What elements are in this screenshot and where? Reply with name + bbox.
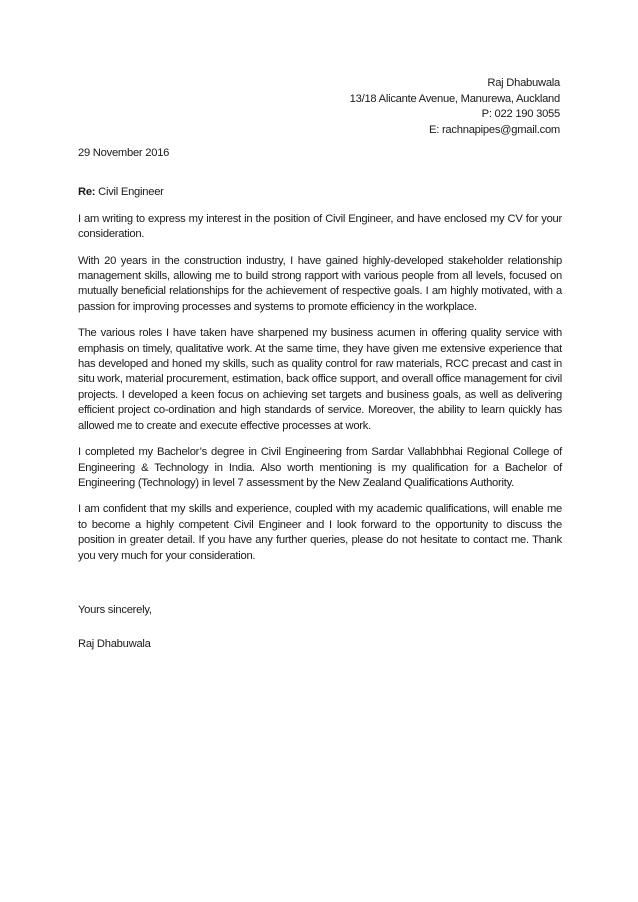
paragraph-closing: I am confident that my skills and experience, coupled with my academic qualifications, will enable me to become a highly competent Civil Engineer and I look forward to the opportunity to discuss the position in greater detail. If you have any further queries, please do not hesitate to contact me. Thank you very much for your consideration. bbox=[78, 503, 562, 562]
sender-address: 13/18 Alicante Avenue, Manurewa, Auckland bbox=[349, 92, 560, 105]
letter-date: 29 November 2016 bbox=[78, 147, 170, 159]
sender-email: E: rachnapipes@gmail.com bbox=[429, 123, 560, 136]
paragraph-experience: With 20 years in the construction industry, I have gained highly-developed stakeholder relationship management skills, allowing me to build strong rapport with various people from all levels, focused on mutually beneficial relationships for the achievement of respective goals. I am highly motivated, with a passion for improving processes and systems to promote efficiency in the workplace. bbox=[78, 254, 562, 313]
paragraph-roles: The various roles I have taken have sharpened my business acumen in offering quality service with emphasis on timely, qualitative work. At the same time, they have given me extensive experience that has developed and honed my skills, such as quality control for raw materials, RCC precast and cast in situ work, material procurement, estimation, back office support, and overall office management for civil projects. I developed a keen focus on achieving set targets and business goals, as well as delivering efficient project co-ordination and high standards of service. Moreover, the ability to learn quickly has allowed me to create and execute effective processes at work. bbox=[78, 327, 562, 432]
subject-label: Re: bbox=[78, 186, 96, 199]
letter-body bbox=[78, 146, 562, 653]
sender-name: Raj Dhabuwala bbox=[487, 77, 560, 89]
closing-salutation: Yours sincerely, bbox=[78, 603, 152, 616]
paragraph-intro: I am writing to express my interest in the position of Civil Engineer, and have enclosed my CV for your consideration. bbox=[78, 212, 562, 241]
paragraph-education: I completed my Bachelor’s degree in Civil Engineering from Sardar Vallabhbhai Regional College of Engineering & Technology in India. Also worth mentioning is my qualification for a Bachelor of Engineering (Technology) in level 7 assessment by the New Zealand Qualifications Authority. bbox=[78, 446, 562, 489]
sender-phone: P: 022 190 3055 bbox=[481, 108, 560, 121]
sender-block bbox=[240, 76, 560, 138]
subject-line bbox=[78, 185, 562, 200]
subject-text: Civil Engineer bbox=[95, 186, 164, 199]
signature-name: Raj Dhabuwala bbox=[78, 638, 151, 651]
